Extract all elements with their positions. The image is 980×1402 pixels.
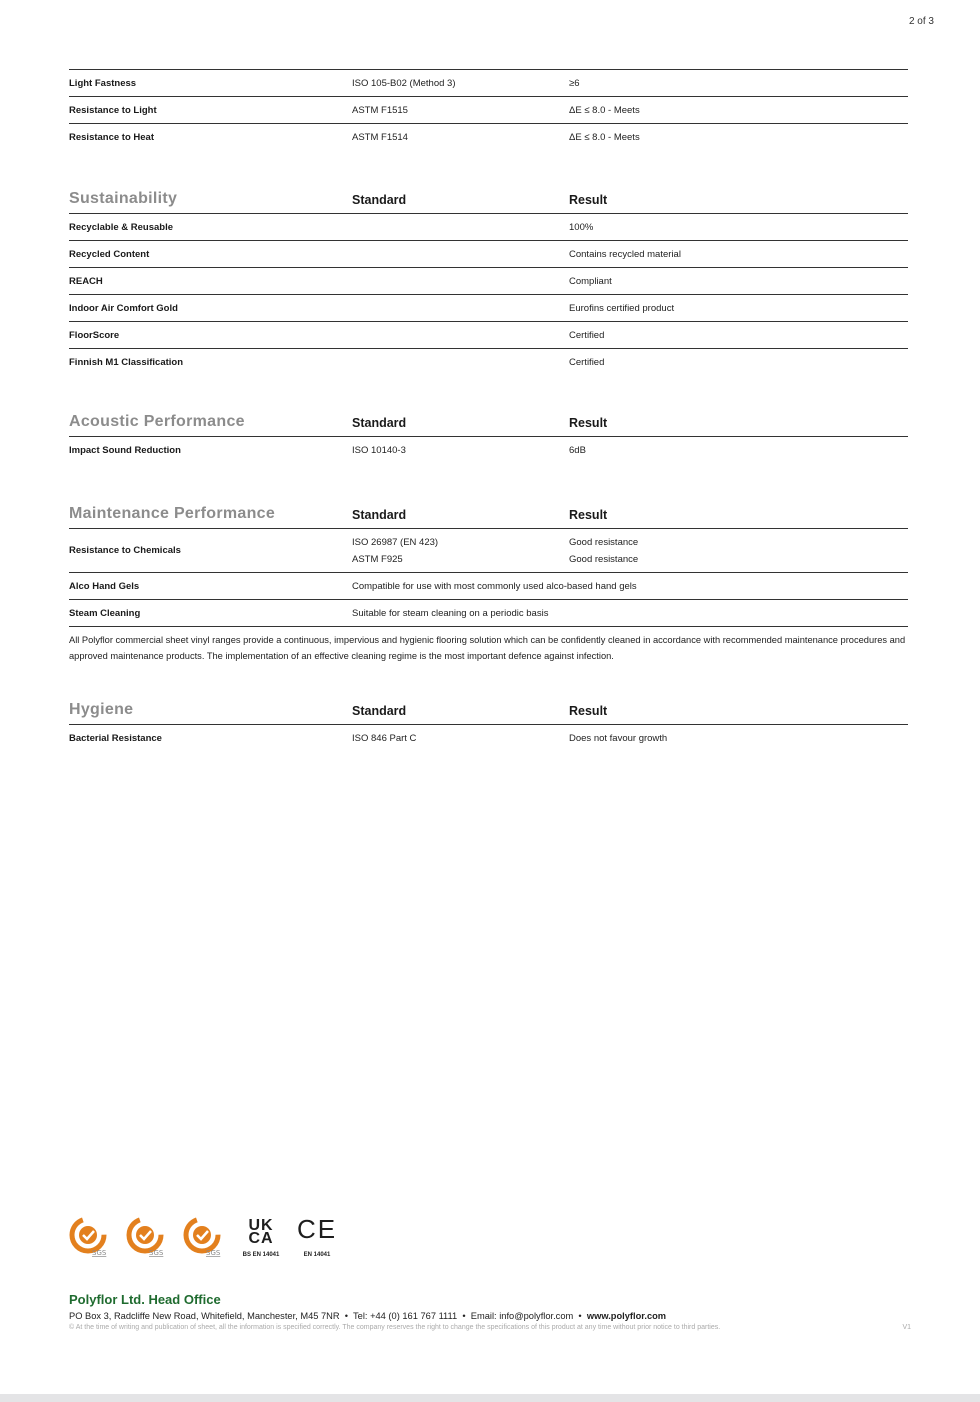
row-standard: ISO 846 Part C <box>352 733 417 744</box>
bottom-bar <box>0 1394 980 1402</box>
row-standard: ISO 26987 (EN 423) <box>352 537 439 548</box>
ukca-line2: CA <box>248 1230 274 1247</box>
svg-text:SGS: SGS <box>92 1249 107 1257</box>
result-column-header: Result <box>569 193 608 207</box>
result-column-header: Result <box>569 508 608 522</box>
website-link[interactable]: www.polyflor.com <box>586 1311 667 1321</box>
ce-mark-icon <box>296 1216 338 1260</box>
row-standard: ASTM F1515 <box>352 105 408 116</box>
row-result: Does not favour growth <box>569 733 668 744</box>
table-row <box>69 295 908 322</box>
table-row <box>69 725 908 751</box>
maintenance-note: All Polyflor commercial sheet vinyl ranges provide a continuous, impervious and hygienic flooring solution which can be confidently cleaned in accordance with recommended maintenance procedures and approved maintenance products. The implementation of an effective cleaning regime is the most important defence against infection. <box>69 635 906 661</box>
row-result: Contains recycled material <box>569 249 681 260</box>
ce-caption: EN 14041 <box>303 1252 331 1258</box>
table-row <box>69 349 908 375</box>
section-title: Sustainability <box>69 190 178 207</box>
row-standard: ASTM F1514 <box>352 132 408 143</box>
svg-text:SGS: SGS <box>149 1249 164 1257</box>
row-name: FloorScore <box>69 330 120 341</box>
ukca-caption: BS EN 14041 <box>242 1252 280 1258</box>
performance-table-continued <box>69 69 908 150</box>
table-row <box>69 268 908 295</box>
table-row <box>69 600 908 627</box>
contact-line: PO Box 3, Radcliffe New Road, Whitefield, Manchester, M45 7NR • Tel: +44 (0) 161 767 1111 • Email: info@polyflor.com • www.polyflor.com <box>69 1311 667 1321</box>
row-result: ≥6 <box>569 78 580 89</box>
page-number: 2 of 3 <box>908 16 934 27</box>
row-name: Resistance to Chemicals <box>69 545 181 556</box>
section-header <box>69 189 908 214</box>
row-name: Bacterial Resistance <box>69 733 162 744</box>
table-row <box>69 214 908 241</box>
maintenance-section <box>69 504 908 664</box>
legal-disclaimer <box>69 1324 911 1331</box>
row-result: Good resistance <box>569 537 639 548</box>
row-result: ΔE ≤ 8.0 - Meets <box>569 105 640 116</box>
table-row <box>69 124 908 150</box>
certification-logos <box>68 1216 348 1262</box>
section-header <box>69 504 908 529</box>
row-name: Recyclable & Reusable <box>69 222 174 233</box>
row-text: Suitable for steam cleaning on a periodic basis <box>352 608 549 619</box>
row-standard: ASTM F925 <box>352 554 403 565</box>
row-name: Finnish M1 Classification <box>69 357 184 368</box>
ce-mark: CE <box>296 1214 338 1244</box>
standard-column-header: Standard <box>352 508 407 522</box>
row-name: Indoor Air Comfort Gold <box>69 303 178 314</box>
row-name: Alco Hand Gels <box>69 581 140 592</box>
row-standard: ISO 105-B02 (Method 3) <box>352 78 456 89</box>
section-header <box>69 700 908 725</box>
section-title: Hygiene <box>69 701 134 718</box>
row-name: REACH <box>69 276 103 287</box>
standard-column-header: Standard <box>352 704 407 718</box>
ukca-line1: UK <box>248 1217 274 1234</box>
row-result: Good resistance <box>569 554 639 565</box>
svg-text:SGS: SGS <box>206 1249 221 1257</box>
acoustic-section <box>69 412 908 463</box>
row-result: Eurofins certified product <box>569 303 675 314</box>
section-title: Maintenance Performance <box>69 505 276 522</box>
row-standard: ISO 10140-3 <box>352 445 406 456</box>
telephone: Tel: +44 (0) 161 767 1111 <box>353 1311 458 1321</box>
address: PO Box 3, Radcliffe New Road, Whitefield, Manchester, M45 7NR <box>69 1311 340 1321</box>
result-column-header: Result <box>569 416 608 430</box>
standard-column-header: Standard <box>352 416 407 430</box>
row-name: Steam Cleaning <box>69 608 141 619</box>
version-label: V1 <box>902 1324 911 1331</box>
table-row <box>69 69 908 97</box>
standard-column-header: Standard <box>352 193 407 207</box>
section-header <box>69 412 908 437</box>
row-result: 100% <box>569 222 594 233</box>
table-row <box>69 241 908 268</box>
disclaimer-text: © At the time of writing and publication of sheet, all the information is specified correctly. The company reserves the right to change the specifications of this product at any time without prior notice to third parties. <box>69 1324 721 1331</box>
row-result: Compliant <box>569 276 612 287</box>
row-name: Resistance to Heat <box>69 132 155 143</box>
row-name: Light Fastness <box>69 78 137 89</box>
table-row <box>69 529 908 573</box>
table-row <box>69 322 908 349</box>
row-name: Resistance to Light <box>69 105 157 116</box>
result-column-header: Result <box>569 704 608 718</box>
row-result: ΔE ≤ 8.0 - Meets <box>569 132 640 143</box>
row-name: Recycled Content <box>69 249 150 260</box>
table-row <box>69 97 908 124</box>
row-result: Certified <box>569 330 605 341</box>
sgs-certification-icon <box>68 1216 110 1258</box>
sgs-certification-icon <box>125 1216 167 1258</box>
hygiene-section <box>69 700 908 751</box>
row-result: 6dB <box>569 445 586 456</box>
section-title: Acoustic Performance <box>69 413 245 430</box>
ukca-mark-icon <box>240 1216 282 1260</box>
table-row <box>69 437 908 463</box>
sgs-certification-icon <box>182 1216 224 1258</box>
sustainability-section <box>69 189 908 375</box>
row-result: Certified <box>569 357 605 368</box>
row-text: Compatible for use with most commonly used alco-based hand gels <box>352 581 637 592</box>
email-link[interactable]: Email: info@polyflor.com <box>470 1311 574 1321</box>
row-name: Impact Sound Reduction <box>69 445 181 456</box>
head-office-title: Polyflor Ltd. Head Office <box>69 1292 221 1307</box>
footer <box>69 1292 911 1331</box>
table-row <box>69 573 908 600</box>
